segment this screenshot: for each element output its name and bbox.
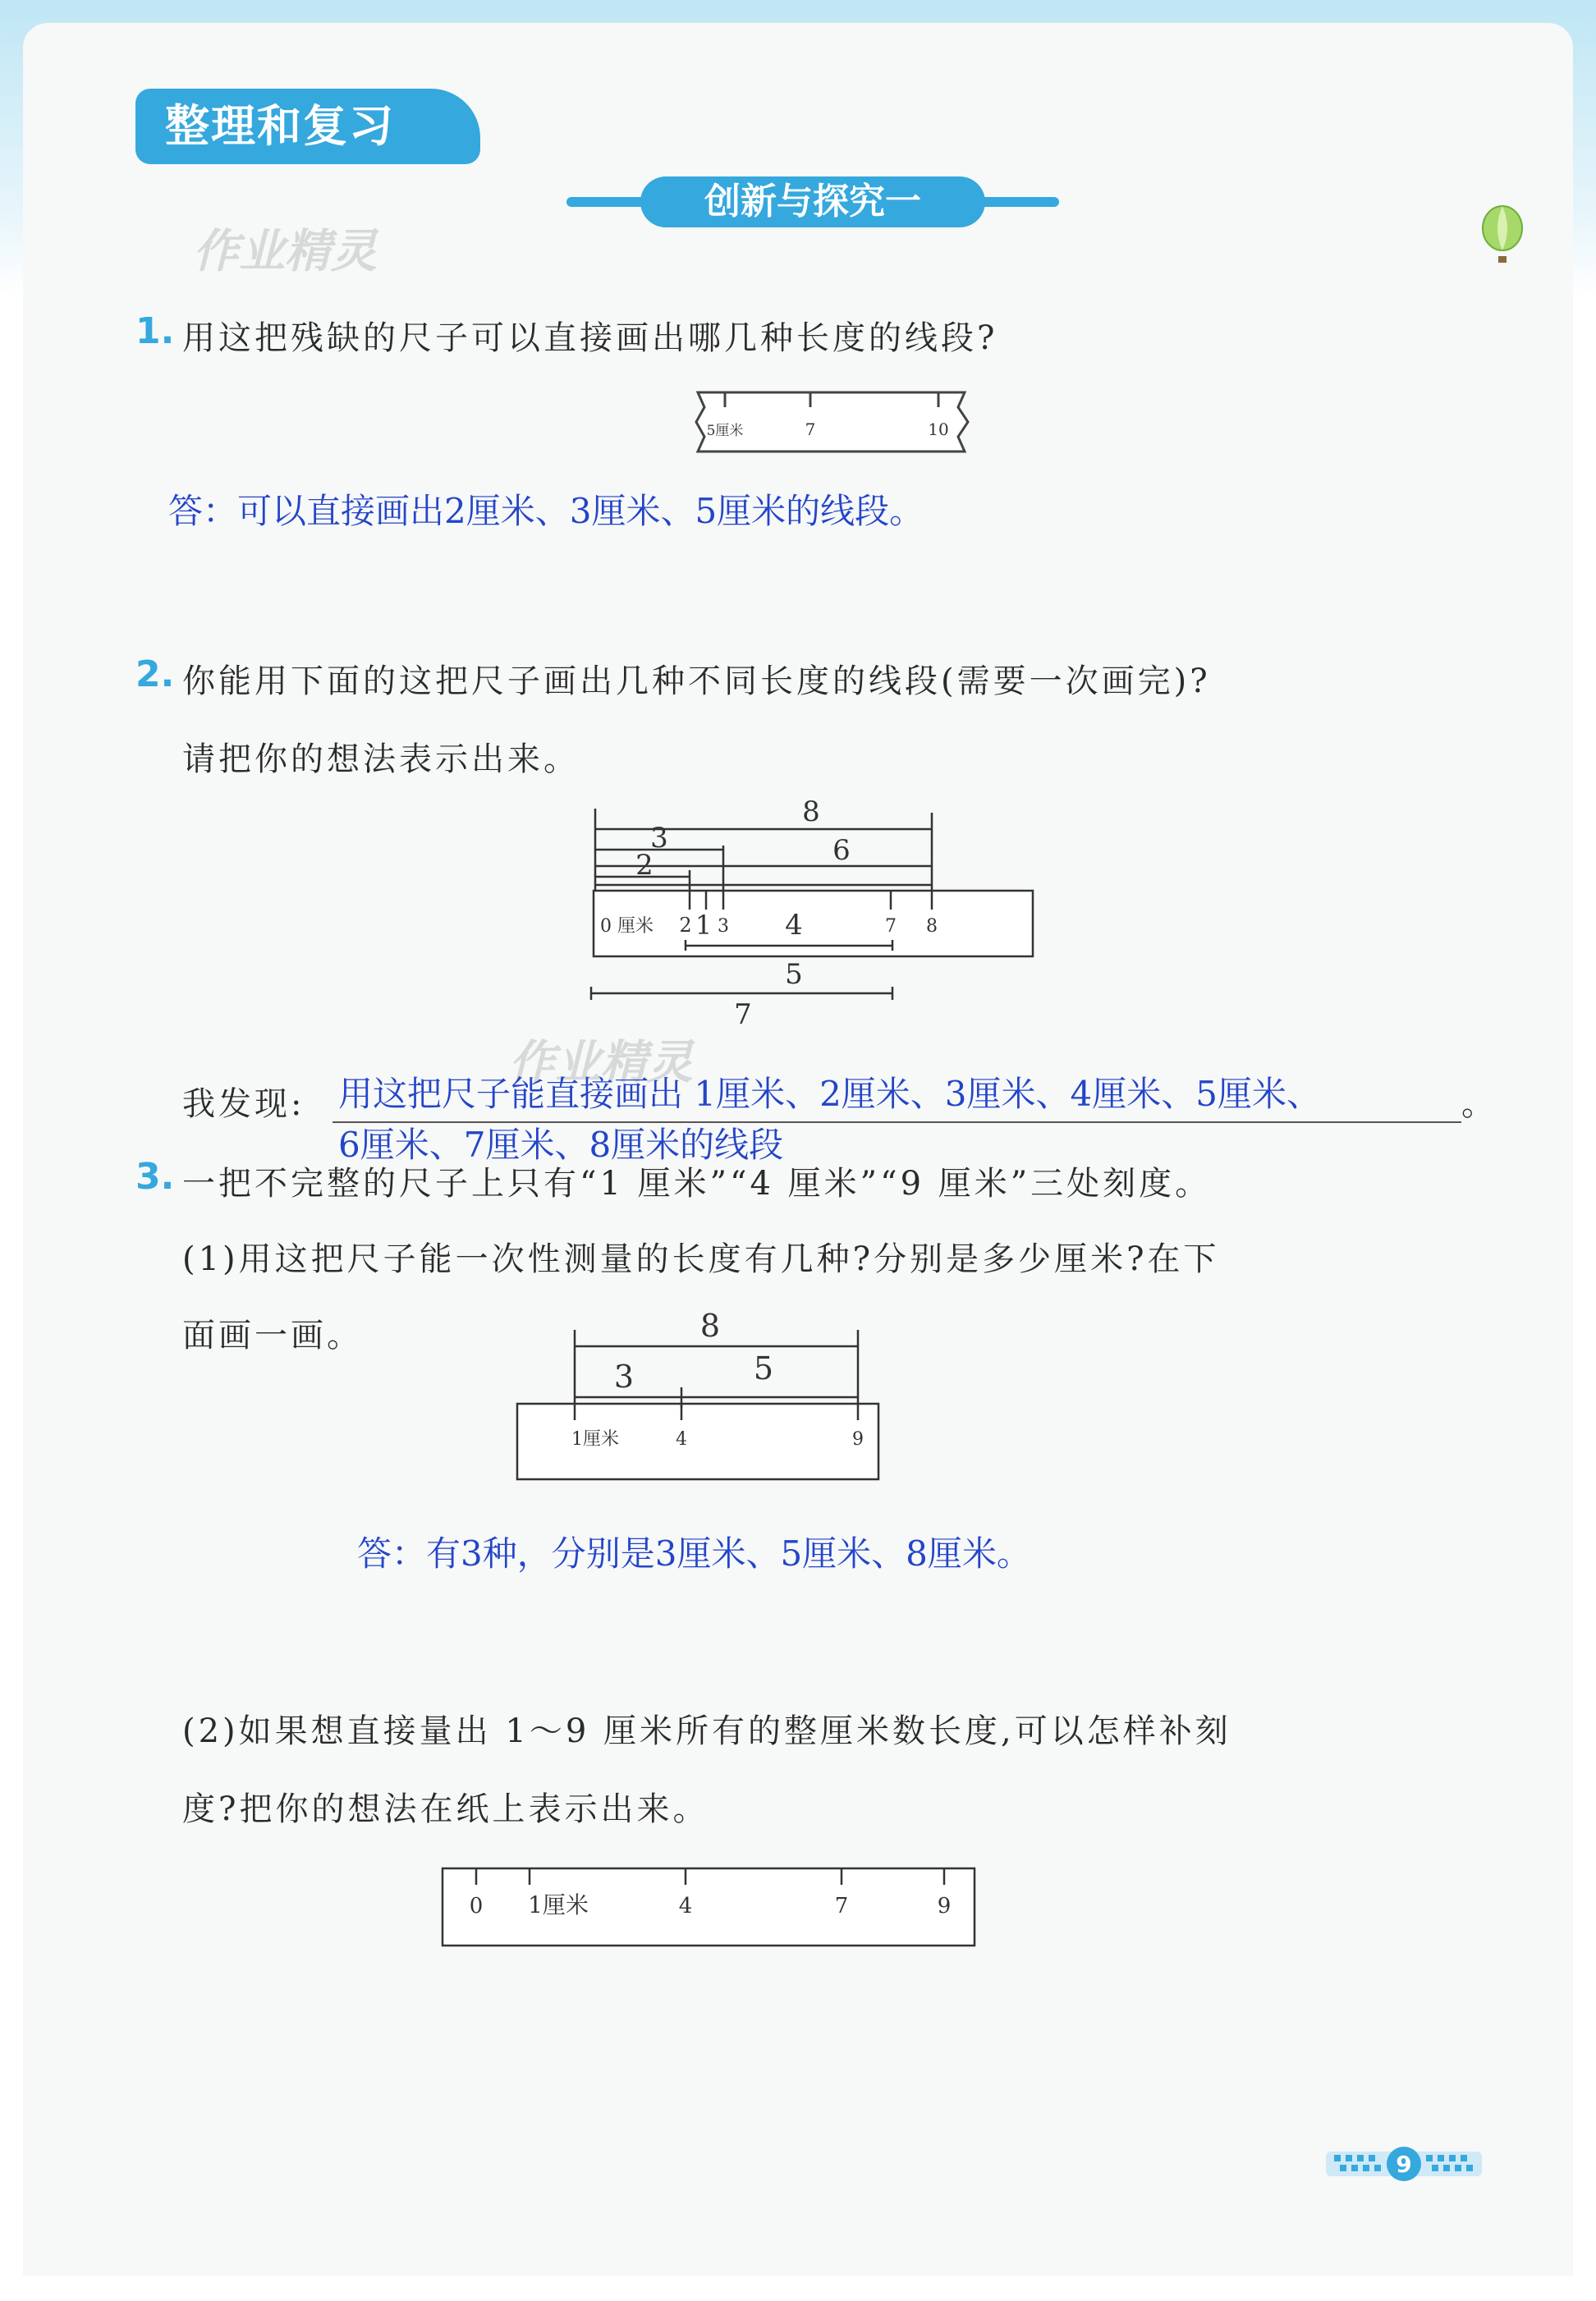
segment-label: 5 [785, 958, 803, 991]
question-text: 你能用下面的这把尺子画出几种不同长度的线段(需要一次画完)? [182, 662, 1211, 700]
segment-label: 3 [613, 1359, 635, 1395]
segment-label: 6 [832, 834, 851, 867]
segment-label: 7 [734, 998, 752, 1031]
ruler-tick-label: 0 [469, 1894, 484, 1918]
question-text: 面画一画。 [182, 1317, 363, 1354]
segment-label: 8 [699, 1308, 721, 1344]
question-number: 2. [135, 653, 175, 695]
ruler-diagram [439, 1863, 981, 1954]
banner [566, 176, 1059, 226]
ruler-tick-label: 10 [928, 419, 949, 439]
watermark: 作业精灵 [193, 225, 377, 278]
ruler-tick-label: 1厘米 [571, 1429, 619, 1450]
ruler-tick-label: 7 [885, 916, 897, 937]
discover-answer: 用这把尺子能直接画出 1厘米、2厘米、3厘米、4厘米、5厘米、 [338, 1074, 1321, 1114]
broken-ruler [694, 386, 973, 460]
ruler-tick-label: 5厘米 [706, 423, 744, 439]
banner-title: 创新与探究一 [640, 176, 985, 227]
question-text: (1)用这把尺子能一次性测量的长度有几种?分别是多少厘米?在下 [182, 1240, 1220, 1278]
ruler-tick-label: 4 [676, 1429, 687, 1450]
watermark: 作业精灵 [509, 1036, 693, 1089]
question-text: (2)如果想直接量出 1～9 厘米所有的整厘米数长度,可以怎样补刻 [182, 1712, 1231, 1750]
segment-label: 3 [650, 822, 668, 855]
question-text: 用这把残缺的尺子可以直接画出哪几种长度的线段? [182, 319, 998, 357]
balloon-icon [1478, 205, 1527, 271]
question-number: 1. [135, 310, 175, 352]
discover-answer: 6厘米、7厘米、8厘米的线段 [338, 1125, 784, 1165]
question-text: 一把不完整的尺子上只有“1 厘米”“4 厘米”“9 厘米”三处刻度。 [182, 1165, 1212, 1203]
ruler-tick-label: 3 [718, 916, 729, 937]
ruler-tick-label: 7 [834, 1894, 849, 1918]
ruler-tick-label: 0 厘米 [600, 916, 654, 937]
answer-text: 答：有3种，分别是3厘米、5厘米、8厘米。 [357, 1533, 1031, 1574]
ruler-tick-label: 4 [678, 1894, 693, 1918]
ruler-tick-label: 1厘米 [528, 1891, 589, 1918]
segment-label: 2 [635, 849, 654, 882]
segment-label: 8 [802, 795, 820, 828]
section-tab: 整理和复习 [135, 89, 480, 164]
page-number-badge [1326, 2145, 1482, 2183]
segment-label: 4 [785, 909, 803, 942]
sentence-end: 。 [1461, 1085, 1497, 1123]
ruler-tick-label: 2 [679, 914, 692, 937]
question-number: 3. [135, 1156, 175, 1198]
ruler-tick-label: 9 [852, 1429, 864, 1450]
ruler-diagram [513, 1305, 891, 1494]
answer-text: 答：可以直接画出2厘米、3厘米、5厘米的线段。 [168, 491, 924, 531]
ruler-tick-label: 7 [805, 419, 816, 439]
question-text: 请把你的想法表示出来。 [182, 740, 580, 778]
ruler-tick-label: 8 [926, 916, 938, 937]
ruler-tick-label: 9 [937, 1894, 952, 1918]
discover-label: 我发现: [182, 1085, 305, 1123]
segment-label: 5 [753, 1350, 774, 1387]
page-number: 9 [1396, 2151, 1412, 2178]
ruler-tick-label: 1 [695, 910, 713, 941]
question-text: 度?把你的想法在纸上表示出来。 [182, 1790, 709, 1828]
ruler-diagram [579, 788, 1047, 1034]
